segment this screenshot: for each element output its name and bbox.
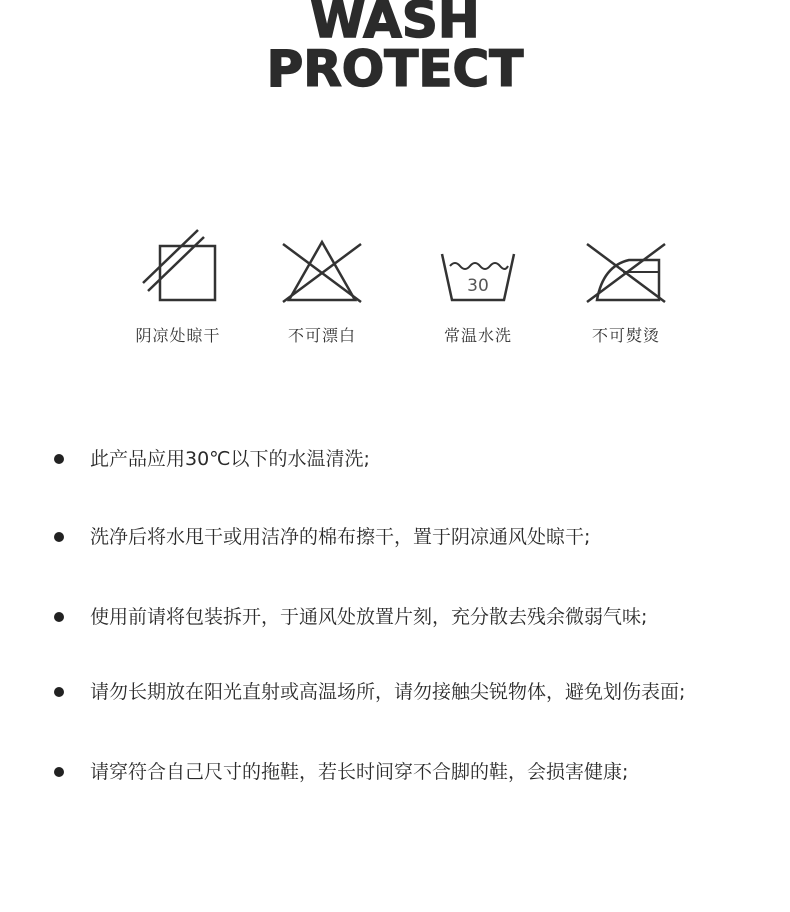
bullet-icon [54,612,64,622]
note-text: 请勿长期放在阳光直射或高温场所，请勿接触尖锐物体，避免划伤表面; [90,681,686,703]
care-symbol-no-iron [566,228,686,346]
care-symbol-wash-30 [418,228,538,346]
list-item [54,444,370,474]
note-text: 请穿符合自己尺寸的拖鞋，若长时间穿不合脚的鞋，会损害健康; [90,761,629,783]
bullet-icon [54,454,64,464]
bullet-icon [54,687,64,697]
list-item [54,602,647,632]
note-text: 此产品应用30℃以下的水温清洗; [90,448,370,470]
list-item [54,757,628,787]
note-text: 洗净后将水甩干或用洁净的棉布擦干，置于阴凉通风处晾干; [90,526,591,548]
care-symbol-dry-in-shade [118,228,238,346]
note-text: 使用前请将包装拆开，于通风处放置片刻，充分散去残余微弱气味; [90,606,648,628]
care-label-normal-wash: 常温水洗 [443,326,512,345]
care-label-no-bleach: 不可漂白 [287,326,356,345]
do-not-iron-icon [583,228,669,308]
wash-temperature-text: 30 [467,276,489,296]
list-item [54,677,685,707]
list-item [54,522,590,552]
care-label-dry-in-shade: 阴凉处晾干 [135,326,221,345]
bullet-icon [54,532,64,542]
page-title-line-1: WASH [310,0,480,49]
care-label-no-iron: 不可熨烫 [591,326,660,345]
care-symbol-no-bleach [262,228,382,346]
do-not-bleach-icon [279,228,365,308]
dry-flat-in-shade-icon [138,228,218,308]
wash-30-icon [438,228,518,308]
care-symbols-row [0,228,790,358]
bullet-icon [54,767,64,777]
page-title-line-2: PROTECT [266,40,524,98]
